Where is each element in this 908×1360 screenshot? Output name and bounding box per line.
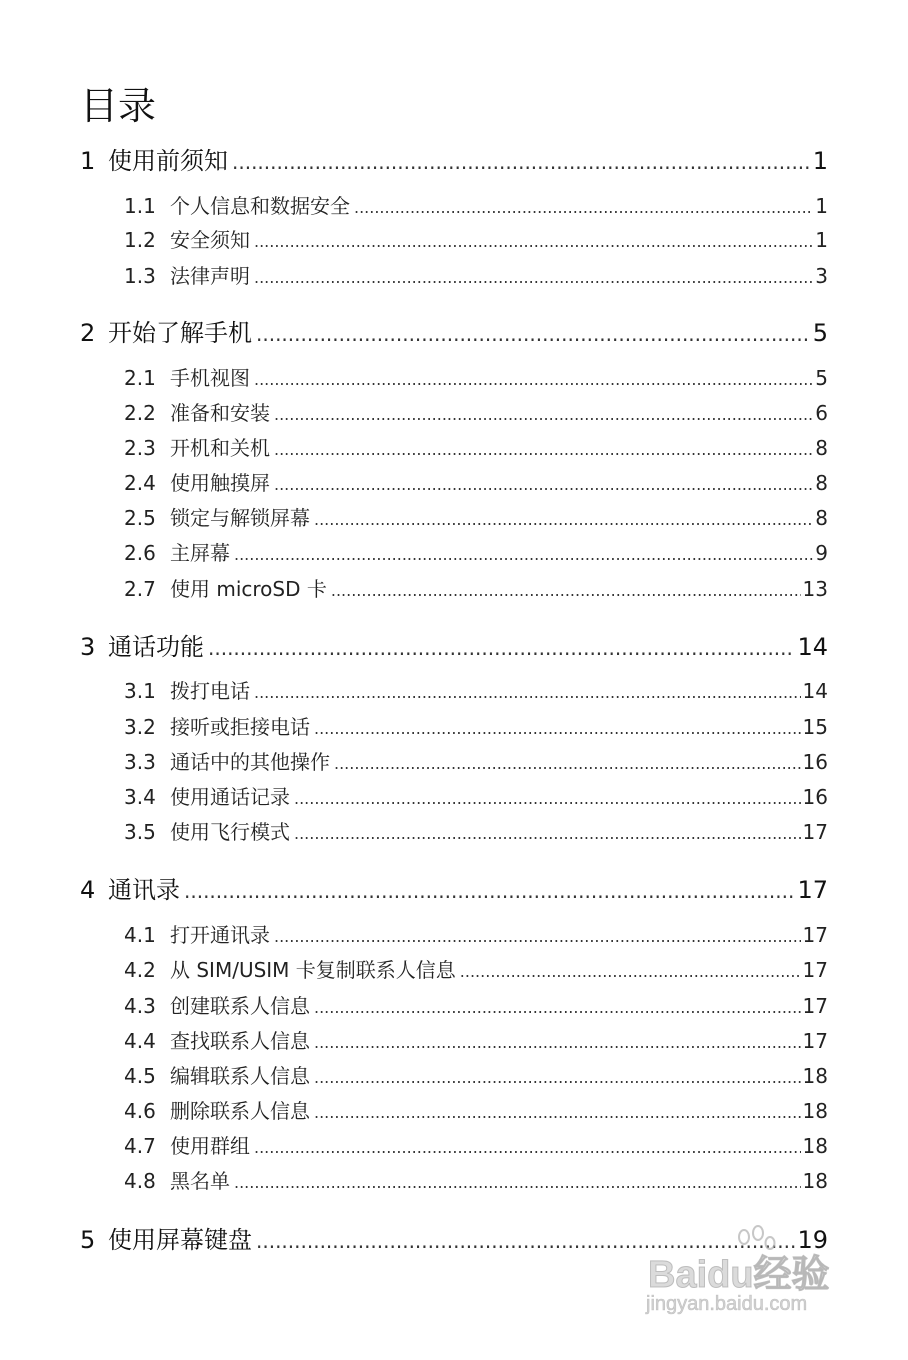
toc-page-number: 1 [815,194,828,218]
toc-number: 2.1 [124,366,156,390]
toc-leader-dots [314,715,801,743]
toc-leader-dots [234,1169,801,1197]
toc-section[interactable] [124,992,828,1020]
toc-leader-dots [314,1064,801,1092]
toc-page-number: 8 [815,436,828,460]
toc-text: 删除联系人信息 [170,1099,310,1123]
toc-number: 2.6 [124,541,156,565]
toc-page-number: 1 [812,147,828,175]
toc-leader-dots [294,820,801,848]
toc-number: 2 [80,319,96,347]
toc-text: 打开通讯录 [170,923,270,947]
toc-leader-dots [314,506,813,534]
toc-page-number: 5 [815,366,828,390]
toc-leader-dots [294,785,801,813]
toc-text: 创建联系人信息 [170,994,310,1018]
toc-leader-dots [254,679,801,707]
toc-page-number: 17 [802,1029,828,1053]
toc-section[interactable] [124,469,828,497]
toc-leader-dots [254,1134,801,1162]
toc-section[interactable] [124,748,828,776]
toc-text: 手机视图 [170,366,250,390]
toc-page-number: 17 [802,994,828,1018]
toc-page-number: 14 [797,633,828,661]
toc-number: 1.1 [124,194,156,218]
toc-section[interactable] [124,1027,828,1055]
toc-number: 4.4 [124,1029,156,1053]
toc-chapter[interactable] [80,317,828,349]
toc-leader-dots [254,228,813,256]
toc-page-number: 8 [815,471,828,495]
toc-leader-dots [274,923,801,951]
toc-page-number: 17 [802,820,828,844]
toc-section[interactable] [124,226,828,254]
toc-number: 1.2 [124,228,156,252]
toc-text: 开始了解手机 [108,319,252,347]
toc-number: 4 [80,876,96,904]
toc-section[interactable] [124,504,828,532]
toc-number: 3.5 [124,820,156,844]
toc-leader-dots [274,401,813,429]
toc-text: 开机和关机 [170,436,270,460]
toc-number: 2.4 [124,471,156,495]
toc-number: 2.5 [124,506,156,530]
toc-leader-dots [314,994,801,1022]
toc-number: 2.7 [124,577,156,601]
toc-number: 4.2 [124,958,156,982]
toc-section[interactable] [124,818,828,846]
toc-leader-dots [232,146,811,178]
toc-number: 4.1 [124,923,156,947]
toc-section[interactable] [124,783,828,811]
toc-text: 锁定与解锁屏幕 [170,506,310,530]
toc-text: 使用 microSD 卡 [170,577,327,601]
toc-number: 3.3 [124,750,156,774]
toc-leader-dots [208,632,795,664]
toc-number: 4.8 [124,1169,156,1193]
toc-page-number: 8 [815,506,828,530]
toc-leader-dots [460,958,801,986]
toc-page-number: 16 [802,750,828,774]
toc-section[interactable] [124,677,828,705]
toc-page-number: 1 [815,228,828,252]
toc-text: 主屏幕 [170,541,230,565]
toc-section[interactable] [124,921,828,949]
toc-leader-dots [184,875,795,907]
toc-leader-dots [274,471,813,499]
toc-number: 5 [80,1226,96,1254]
toc-section[interactable] [124,1062,828,1090]
toc-number: 2.3 [124,436,156,460]
toc-leader-dots [274,436,813,464]
toc-text: 查找联系人信息 [170,1029,310,1053]
toc-text: 准备和安装 [170,401,270,425]
toc-page-number: 18 [802,1169,828,1193]
toc-chapter[interactable] [80,631,828,663]
toc-section[interactable] [124,1132,828,1160]
toc-text: 法律声明 [170,264,250,288]
toc-section[interactable] [124,1097,828,1125]
toc-page-number: 18 [802,1099,828,1123]
toc-number: 2.2 [124,401,156,425]
page-title: 目录 [80,84,157,128]
toc-page-number: 17 [797,876,828,904]
toc-section[interactable] [124,1167,828,1195]
toc-leader-dots [331,577,801,605]
toc-page-number: 13 [802,577,828,601]
toc-page-number: 15 [802,715,828,739]
toc-text: 使用屏幕键盘 [108,1226,252,1254]
toc-text: 使用群组 [170,1134,250,1158]
toc-page-number: 9 [815,541,828,565]
toc-page-number: 18 [802,1064,828,1088]
toc-text: 使用通话记录 [170,785,290,809]
toc-section[interactable] [124,399,828,427]
toc-number: 4.6 [124,1099,156,1123]
toc-chapter[interactable] [80,145,828,177]
toc-leader-dots [354,194,813,222]
toc-text: 通话功能 [108,633,204,661]
toc-number: 3.2 [124,715,156,739]
toc-text: 编辑联系人信息 [170,1064,310,1088]
toc-number: 1 [80,147,96,175]
watermark-url: jingyan.baidu.com [646,1293,808,1315]
toc-leader-dots [334,750,801,778]
toc-section[interactable] [124,262,828,290]
toc-leader-dots [314,1099,801,1127]
toc-page-number: 17 [802,923,828,947]
toc-page-number: 6 [815,401,828,425]
toc-page-number: 5 [812,319,828,347]
toc-section[interactable] [124,434,828,462]
toc-number: 4.3 [124,994,156,1018]
toc-leader-dots [234,541,813,569]
toc-page-number: 19 [797,1226,828,1254]
toc-text: 安全须知 [170,228,250,252]
toc-text: 拨打电话 [170,679,250,703]
toc-section[interactable] [124,192,828,220]
toc-section[interactable] [124,575,828,603]
toc-chapter[interactable] [80,1224,828,1256]
toc-page-number: 18 [802,1134,828,1158]
toc-text: 通讯录 [108,876,180,904]
toc-number: 3.4 [124,785,156,809]
toc-number: 3.1 [124,679,156,703]
toc-section[interactable] [124,539,828,567]
toc-leader-dots [256,1225,795,1257]
toc-text: 从 SIM/USIM 卡复制联系人信息 [170,958,456,982]
toc-number: 1.3 [124,264,156,288]
toc-leader-dots [256,318,811,350]
toc-section[interactable] [124,364,828,392]
watermark-logo: Baidu经验 [648,1254,830,1296]
toc-number: 4.7 [124,1134,156,1158]
toc-section[interactable] [124,956,828,984]
toc-leader-dots [254,264,813,292]
toc-page-number: 14 [802,679,828,703]
toc-text: 个人信息和数据安全 [170,194,350,218]
toc-leader-dots [254,366,813,394]
toc-number: 3 [80,633,96,661]
toc-text: 通话中的其他操作 [170,750,330,774]
toc-text: 使用飞行模式 [170,820,290,844]
toc-text: 使用触摸屏 [170,471,270,495]
toc-page-number: 3 [815,264,828,288]
toc-section[interactable] [124,713,828,741]
toc-number: 4.5 [124,1064,156,1088]
toc-text: 黑名单 [170,1169,230,1193]
toc-page-number: 16 [802,785,828,809]
toc-leader-dots [314,1029,801,1057]
toc-page-number: 17 [802,958,828,982]
toc-chapter[interactable] [80,874,828,906]
toc-text: 接听或拒接电话 [170,715,310,739]
toc-text: 使用前须知 [108,147,228,175]
